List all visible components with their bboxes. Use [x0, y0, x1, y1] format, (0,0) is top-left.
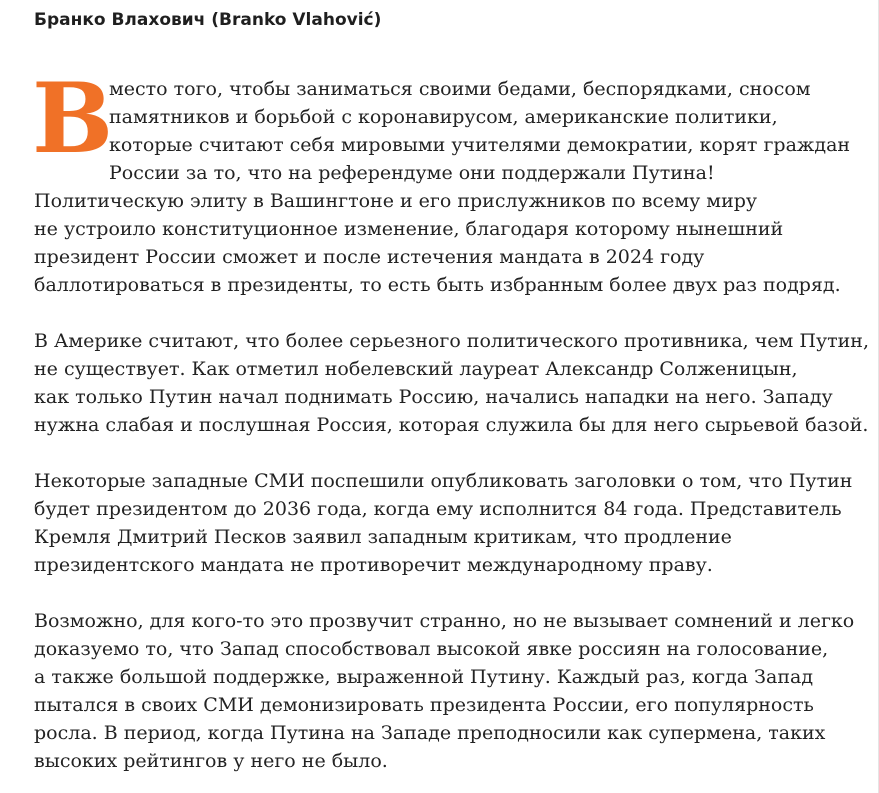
text-line: не устроило конституционное изменение, благодаря которому нынешний: [34, 218, 784, 240]
text-line: будет президентом до 2036 года, когда ему исполнится 84 года. Представитель: [34, 498, 842, 520]
text-line: Некоторые западные СМИ поспешили опубликовать заголовки о том, что Путин: [34, 470, 853, 492]
text-line: В Америке считают, что более серьезного политического противника, чем Путин,: [34, 330, 869, 352]
text-line: росла. В период, когда Путина на Западе преподносили как супермена, таких: [34, 722, 826, 744]
text-line: Возможно, для кого-то это прозвучит странно, но не вызывает сомнений и легко: [34, 610, 855, 632]
text-line: как только Путин начал поднимать Россию, начались нападки на него. Западу: [34, 386, 833, 408]
text-line: нужна слабая и послушная Россия, которая служила бы для него сырьевой базой.: [34, 414, 869, 436]
text-line: доказуемо то, что Запад способствовал высокой явке россиян на голосование,: [34, 638, 829, 660]
paragraph-1: [32, 62, 854, 299]
text-line: которые считают себя мировыми учителями демократии, корят граждан: [109, 134, 851, 156]
text-line: а также большой поддержке, выраженной Путину. Каждый раз, когда Запад: [34, 666, 814, 688]
text-line: высоких рейтингов у него не было.: [34, 750, 388, 772]
text-line: президент России сможет и после истечения мандата в 2024 году: [34, 246, 705, 268]
author-name: Бранко Влахович (Branko Vlahović): [34, 10, 382, 30]
paragraph-4: [34, 607, 854, 775]
text-line: место того, чтобы заниматься своими бедами, беспорядками, сносом: [109, 78, 811, 100]
text-line: России за то, что на референдуме они поддержали Путина!: [109, 162, 715, 184]
text-line: не существует. Как отметил нобелевский лауреат Александр Солженицын,: [34, 358, 798, 380]
drop-cap-letter: В: [32, 62, 114, 175]
text-line: Кремля Дмитрий Песков заявил западным критикам, что продление: [34, 526, 732, 548]
text-line: пытался в своих СМИ демонизировать президента России, его популярность: [34, 694, 814, 716]
text-line: памятников и борьбой с коронавирусом, американские политики,: [109, 106, 778, 128]
text-line: Политическую элиту в Вашингтоне и его прислужников по всему миру: [34, 190, 758, 212]
article-body: [32, 62, 869, 793]
paragraph-3: [34, 467, 854, 579]
paragraph-2: [34, 327, 869, 439]
text-line: президентского мандата не противоречит международному праву.: [34, 554, 713, 576]
text-line: баллотироваться в президенты, то есть быть избранным более двух раз подряд.: [34, 274, 841, 296]
